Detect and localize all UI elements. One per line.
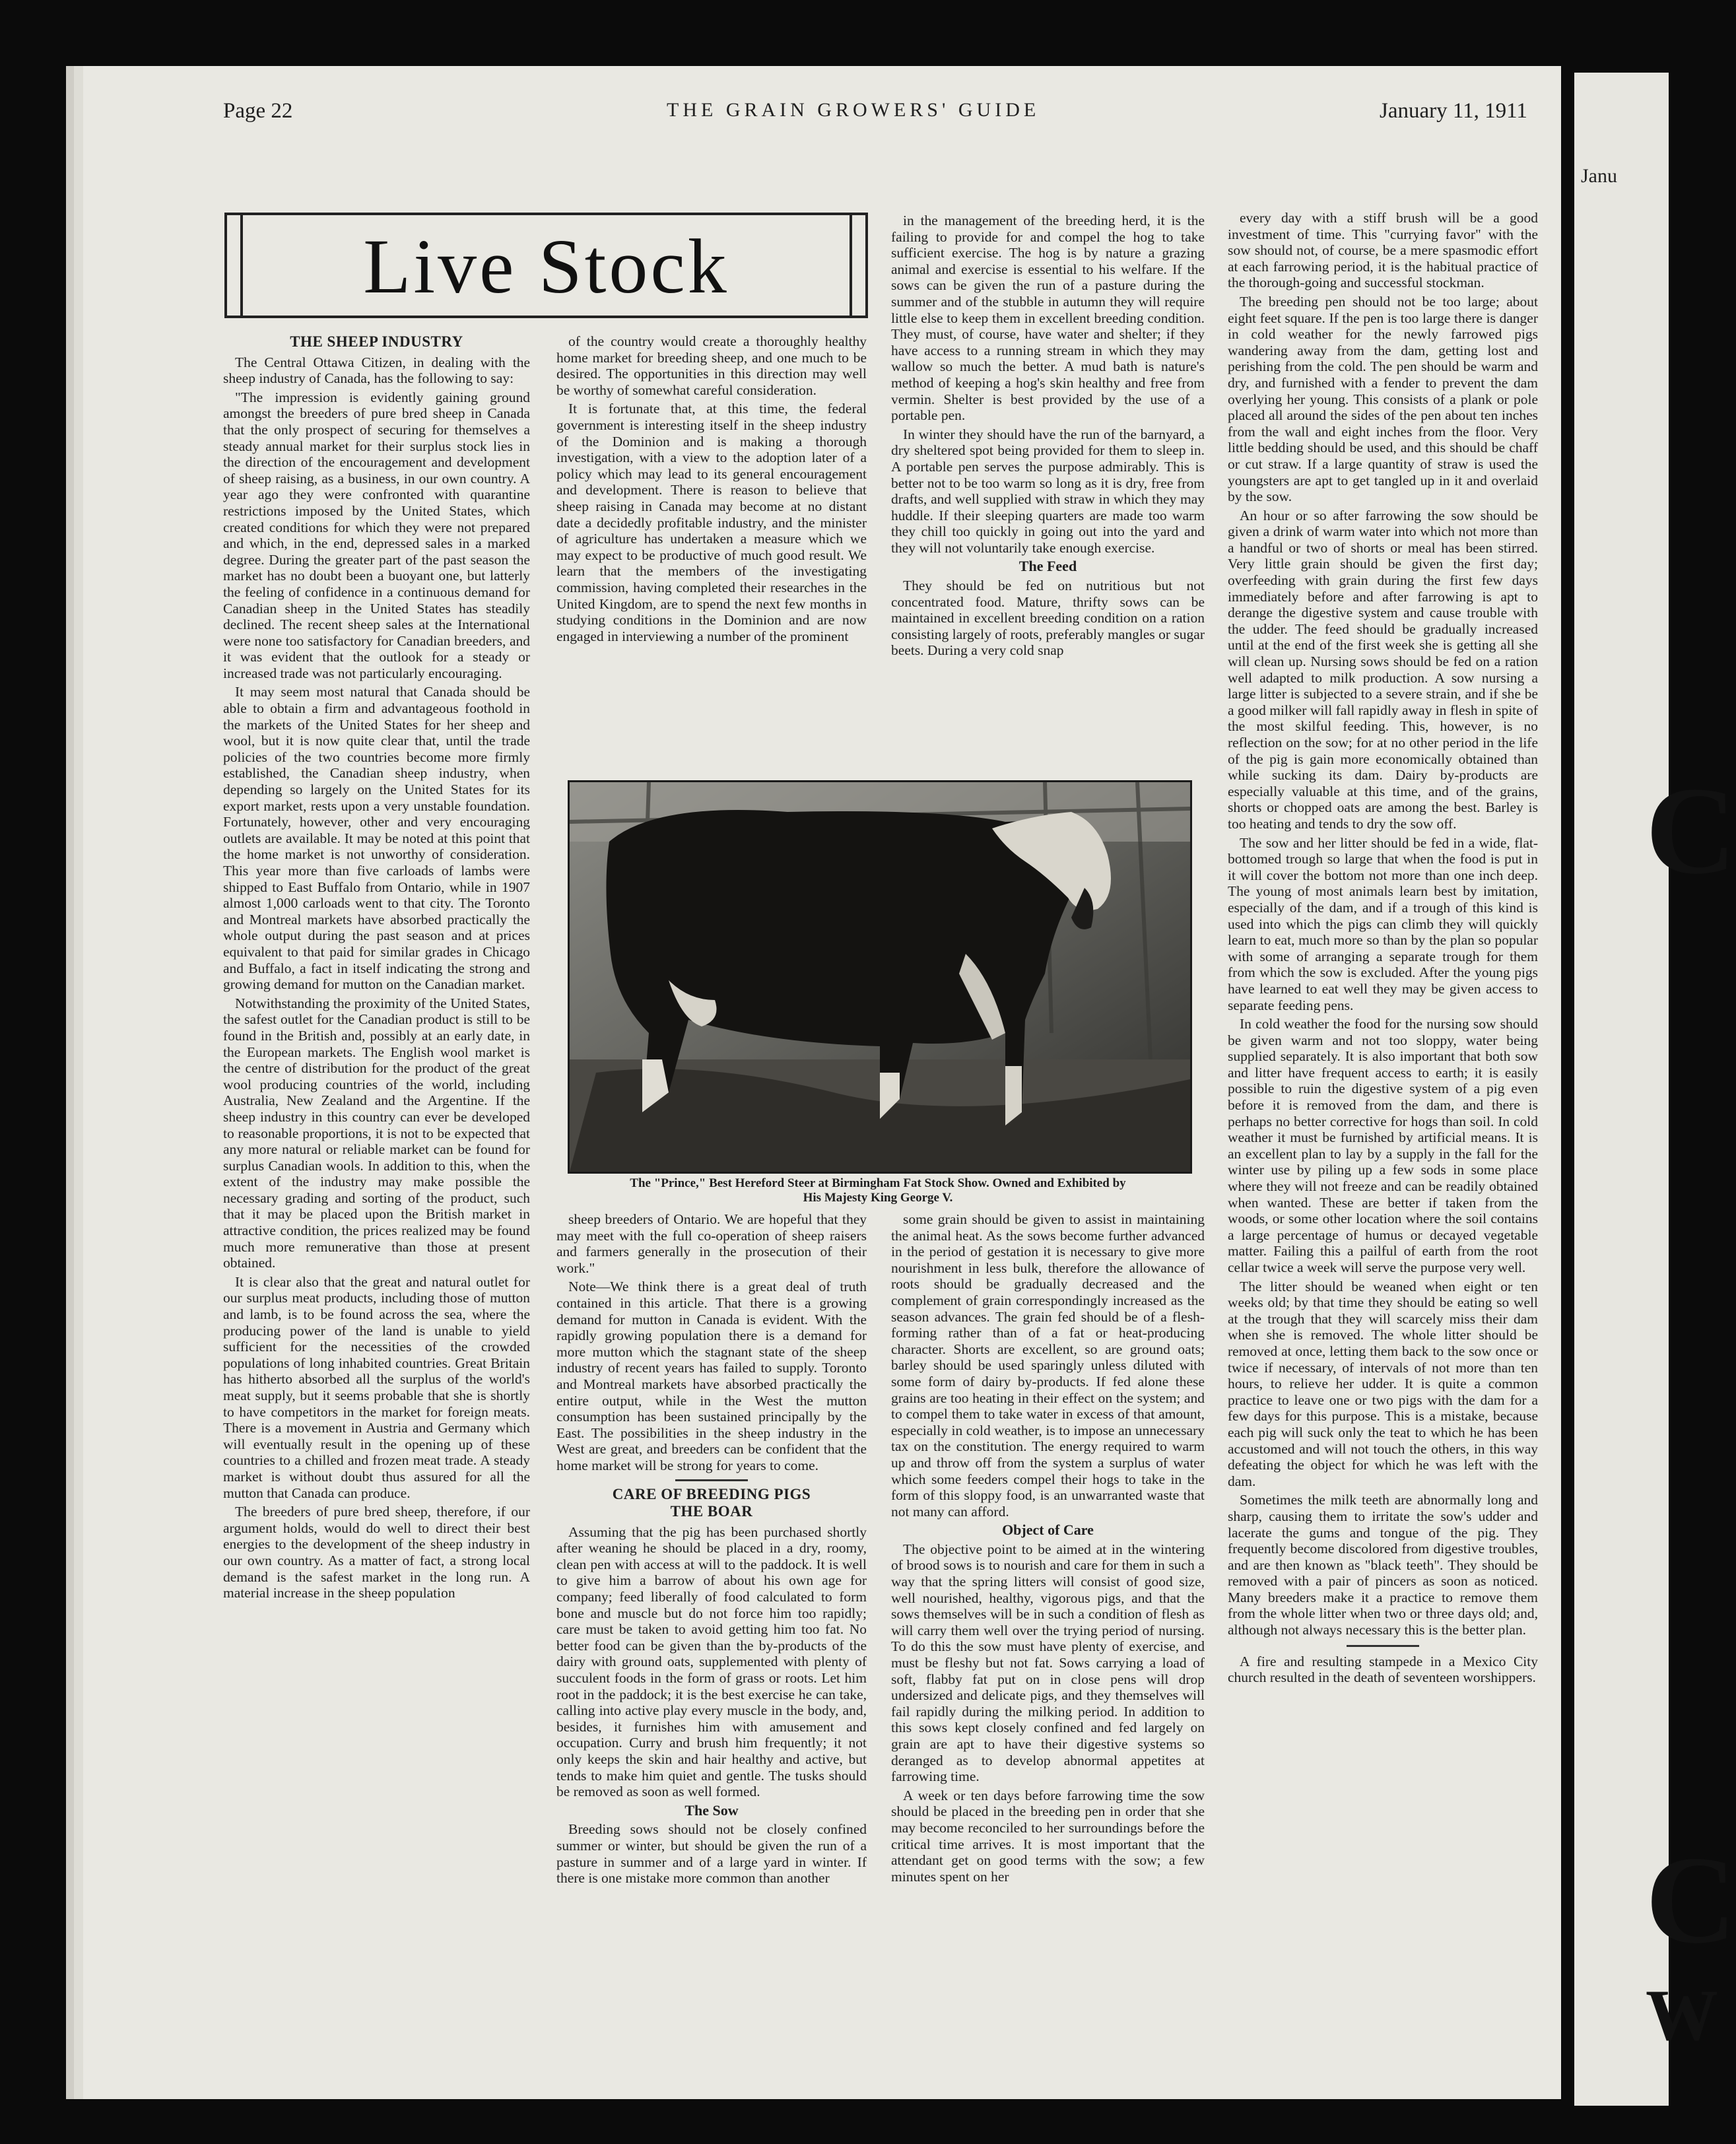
paragraph: It is clear also that the great and natural outlet for our surplus meat products, including those of mutton and lamb, is to be found across the sea, where the producing power of the land is unable to yield sufficient for the necessities of the crowded populations of long inhabited countries. Great Britain has hitherto absorbed all the surplus of the world's meat supply, but it seems probable that she is shortly to have competitors in the market for foreign meats. There is a movement in Austria and Germany which will eventually result in the opening up of these countries to a chilled and frozen meat trade. A steady market is without doubt thus assured for all the mutton that Canada can produce.	[223, 1273, 530, 1501]
adjacent-page-letter: C	[1646, 1831, 1736, 1970]
paragraph: Note—We think there is a great deal of truth contained in this article. That there is a growing demand for mutton in Canada is evident. With the rapidly growing population there is a demand for more mutton which the stagnant state of the sheep industry of recent years has failed to supply. Toronto and Montreal markets have absorbed practically the entire output, while in the West the mutton consumption has been sustained principally by the East. The possibilities in the sheep industry in the West are great, and breeders can be confident that the home market will be strong for years to come.	[556, 1279, 867, 1473]
adjacent-page-letter: C	[1646, 762, 1736, 900]
paragraph: It is fortunate that, at this time, the federal government is interesting itself in the sheep industry of the Dominion and is making a thorough investigation, with a view to the adoption later of a policy which may lead to its general encouragement and development. There is reason to believe that sheep raising in Canada may become at no distant date a decidedly profitable industry, and the minister of agriculture has undertaken a measure which we may expect to be productive of much good result. We learn that the members of the investigating commission, having completed their researches in the United Kingdom, are to spend the next few months in studying conditions in the Dominion and are now engaged in interviewing a number of the prominent	[556, 401, 867, 644]
divider	[1347, 1645, 1419, 1647]
steer-photograph	[568, 780, 1192, 1174]
caption-line: The "Prince," Best Hereford Steer at Birmingham Fat Stock Show. Owned and Exhibited by	[630, 1176, 1126, 1190]
article-heading: CARE OF BREEDING PIGS	[612, 1485, 811, 1502]
article-heading: THE SHEEP INDUSTRY	[290, 333, 463, 350]
paragraph: The litter should be weaned when eight or ten weeks old; by that time they should be eating so well at the trough that they will scarcely miss their dam when she is removed. The whole litter should be removed at once, letting them back to the sow once or twice if necessary, of intervals of not more than ten hours, to relieve her udder. It is quite a common practice to leave one or two pigs with the dam for a few days for this purpose. This is a mistake, because each pig will suck only the teat to which he has been accustomed and will not touch the others, in this way defeating the object for which he was left with the dam.	[1228, 1278, 1538, 1489]
adjacent-page-edge	[1574, 73, 1736, 2106]
paragraph: A week or ten days before farrowing time the sow should be placed in the breeding pen in order that she may become reconciled to her surroundings before the critical time arrives. It is most important that the attendant get on good terms with the sow; a few minutes spent on her	[891, 1787, 1205, 1885]
paragraph: In winter they should have the run of the barnyard, a dry sheltered spot being provided for them to sleep in. A portable pen serves the purpose admirably. This is better not to be too warm so long as it is dry, free from drafts, and well supplied with straw in which they may huddle. If their sleeping quarters are made too warm they chill too quickly in going out into the yard and they will not voluntarily take enough exercise.	[891, 426, 1205, 556]
news-item: A fire and resulting stampede in a Mexico City church resulted in the death of seventeen worshippers.	[1228, 1653, 1538, 1686]
divider	[675, 1479, 748, 1481]
issue-date: January 11, 1911	[1380, 99, 1527, 123]
paragraph: They should be fed on nutritious but not concentrated food. Mature, thrifty sows can be maintained in excellent breeding condition on a ration consisting largely of roots, preferably mangles or sugar beets. During a very cold snap	[891, 578, 1205, 659]
subheading: The Sow	[684, 1801, 739, 1819]
paragraph: Breeding sows should not be closely confined summer or winter, but should be given the run of a pasture in summer and of a large yard in winter. If there is one mistake more common than another	[556, 1821, 867, 1887]
paragraph: "The impression is evidently gaining ground amongst the breeders of pure bred sheep in Canada that the only prospect of securing for themselves a steady annual market for their surplus stock lies in the direction of the encouragement and development of sheep raising, as a business, in our own country. A year ago they were confronted with quarantine restrictions imposed by the United States, which created conditions for which they were not prepared and which, in the end, depressed sales in a marked degree. During the greater part of the past season the market has no doubt been a buoyant one, but latterly the feeling of confidence in a continuous demand for Canadian sheep in the United States has steadily declined. The recent sheep sales at the International were none too satisfactory for Canadian breeders, and it was evident that the outlook for a steady or increased trade was not particularly encouraging.	[223, 389, 530, 681]
subheading: Object of Care	[1002, 1522, 1094, 1539]
column-2-top	[556, 333, 867, 762]
page-number: Page 22	[223, 99, 293, 123]
adjacent-page-header: Janu	[1581, 165, 1617, 187]
column-3-top	[891, 213, 1205, 764]
column-4	[1228, 210, 1538, 2038]
subheading: The Feed	[1018, 558, 1077, 575]
paragraph: some grain should be given to assist in maintaining the animal heat. As the sows become further advanced in the period of gestation it is necessary to give more nourishment in less bulk, therefore the allowance of roots should be gradually decreased and the complement of grain correspondingly increased as the season advances. The grain fed should be of a flesh-forming rather than of a fat or heat-producing character. Shorts are excellent, so are ground oats; barley should be used sparingly unless diluted with some form of dairy by-products. If fed alone these grains are too heating in their effect on the system; and to compel them to take water in excess of that amount, especially in cold weather, is to impose an unnecessary tax on the constitution. The energy required to warm up and throw off from the system a surplus of water which some feeders compel their hogs to take in the form of this sloppy food, is an unwarranted waste that not many can afford.	[891, 1211, 1205, 1520]
steer-image	[570, 782, 1190, 1172]
paragraph: Assuming that the pig has been purchased shortly after weaning he should be placed in a dry, roomy, clean pen with access at will to the paddock. It is well to give him a barrow of about his own age for company; feed liberally of food calculated to form bone and muscle but do not force him too rapidly; care must be taken to avoid getting him too fat. No better food can be given than the by-products of the dairy with ground oats, supplemented with plenty of succulent foods in the form of grass or roots. Let him root in the paddock; it is the best exercise he can take, calling into active play every muscle in the body, and, besides, it furnishes him with amusement and occupation. Curry and brush him frequently; it not only keeps the skin and hair healthy and active, but tends to make him quiet and gentle. The tusks should be removed as soon as well formed.	[556, 1524, 867, 1800]
paragraph: sheep breeders of Ontario. We are hopeful that they may meet with the full co-operation of sheep raisers and farmers generally in the prosecution of their work."	[556, 1211, 867, 1276]
paragraph: every day with a stiff brush will be a good investment of time. This "currying favor" with the sow should not, of course, be a mere spasmodic effort at each farrowing period, it is the habitual practice of the thorough-going and successful stockman.	[1228, 210, 1538, 291]
paragraph: It may seem most natural that Canada should be able to obtain a firm and advantageous foothold in the markets of the United States for her sheep and wool, but it is now quite clear that, until the trade policies of the two countries become more firmly established, the Canadian sheep industry, when depending so largely on the United States for its export market, rests upon a very unstable foundation. Fortunately, however, other and very encouraging outlets are available. It may be noted at this point that the home market is not unworthy of consideration. This year more than five carloads of lambs were shipped to East Buffalo from Ontario, while in 1907 almost 1,000 carloads went to that city. The Toronto and Montreal markets have absorbed practically the whole output during the past season and at prices equivalent to that paid for similar grades in Chicago and Buffalo, a fact in itself indicating the strong and growing demand for mutton on the Canadian market.	[223, 684, 530, 993]
paragraph: The Central Ottawa Citizen, in dealing with the sheep industry of Canada, has the following to say:	[223, 354, 530, 387]
publication-title: THE GRAIN GROWERS' GUIDE	[667, 99, 1040, 121]
section-title: Live Stock	[363, 223, 729, 310]
article-subheading: THE BOAR	[670, 1503, 753, 1520]
column-2-bottom	[556, 1211, 867, 2043]
paragraph: Notwithstanding the proximity of the United States, the safest outlet for the Canadian product is still to be found in the British and, possibly at an early date, in the European markets. The English wool market is the centre of distribution for the product of the great wool producing countries of the world, including Australia, New Zealand and the Argentine. If the sheep industry in this country can ever be developed to reasonable proportions, it is not to be expected that any more natural or reliable market can be found for surplus Canadian wools. In addition to this, when the extent of the industry may make possible the necessary grading and sorting of the product, such that it may be placed upon the British market in attractive condition, the prices realized may be found much more remunerative than those at present obtained.	[223, 995, 530, 1271]
paragraph: Sometimes the milk teeth are abnormally long and sharp, causing them to irritate the sow's udder and lacerate the gums and tongue of the pig. They frequently become discolored from digestive troubles, and are then known as "black teeth". They should be removed with a pair of pincers as soon as noticed. Many breeders make it a practice to remove them from the whole litter when two or three days old; and, although not always necessary this is the better plan.	[1228, 1492, 1538, 1638]
column-3-bottom	[891, 1211, 1205, 2043]
section-banner	[224, 213, 868, 318]
paragraph: The objective point to be aimed at in the wintering of brood sows is to nourish and care for them in such a way that the spring litters will consist of good size, well nourished, healthy, vigorous pigs, and that the sows themselves will be in such a condition of flesh as will carry them well over the trying period of nursing. To do this the sow must have plenty of exercise, and must be fleshy but not fat. Sows carrying a load of soft, flabby fat put on in close pens will drop undersized and delicate pigs, and they themselves will fail rapidly during the milking period. In addition to this sows kept closely confined and fed largely on grain are apt to have their digestive systems so deranged as to develop abnormal appetites at farrowing time.	[891, 1541, 1205, 1785]
paragraph: in the management of the breeding herd, it is the failing to provide for and compel the hog to take sufficient exercise. The hog is by nature a grazing animal and exercise is essential to his welfare. If the sows can be given the run of a pasture during the summer and of the stubble in autumn they will require little else to keep them in excellent breeding condition. They must, of course, have water and shelter; if they have access to a running stream in which they may wallow so much the better. A mud bath is nature's method of keeping a hog's skin healthy and free from vermin. Shelter is best provided by the use of a portable pen.	[891, 213, 1205, 424]
photo-caption	[561, 1176, 1195, 1205]
column-1	[223, 330, 530, 2040]
paragraph: The breeding pen should not be too large; about eight feet square. If the pen is too large there is danger in cold weather for the newly farrowed pigs wandering away from the dam, getting lost and perishing from the cold. The pen should be warm and dry, and furnished with a fender to prevent the dam overlying her young. This consists of a plank or pole placed all around the sides of the pen about ten inches from the wall and eight inches from the floor. Very little bedding should be used, and this should be chaff or cut straw. If a large quantity of straw is used the youngsters are apt to get tangled up in it and overlaid by the sow.	[1228, 293, 1538, 505]
paragraph: The sow and her litter should be fed in a wide, flat-bottomed trough so large that when the food is put in it will cover the bottom not more than one inch deep. The young of most animals learn best by imitation, especially of the dam, and if a trough of this kind is used into which the pigs can climb they will quickly learn to eat, much more so than by the plan so popular with some of arranging a separate trough for them from which the sow is excluded. After the young pigs have learned to eat well they may be given access to separate feeding pens.	[1228, 834, 1538, 1013]
paragraph: The breeders of pure bred sheep, therefore, if our argument holds, would do well to direct their best energies to the development of the sheep industry in our own country. As a matter of fact, a strong local demand is the safest market in the long run. A material increase in the sheep population	[223, 1504, 530, 1601]
adjacent-page-letter: W	[1646, 1975, 1718, 2056]
paragraph: of the country would create a thoroughly healthy home market for breeding sheep, and one much to be desired. The opportunities in this direction may well be worthy of somewhat careful consideration.	[556, 333, 867, 398]
paragraph: An hour or so after farrowing the sow should be given a drink of warm water into which not more than a handful or two of shorts or meal has been stirred. Very little grain should be given the first day; overfeeding with grain during the first few days immediately before and after farrowing is apt to derange the digestive system and cause trouble with the udder. The feed should be gradually increased until at the end of the first week she is getting all she will clean up. Nursing sows should be fed on a ration well adapted to milk production. A sow nursing a large litter is subjected to a severe strain, and if she be a good milker will fall rapidly away in flesh in spite of the most skilful feeding. This, however, is no reflection on the sow; for at no other period in the life of the pig is gain more economically obtained than while sucking its dam. Dairy by-products are especially valuable at this time, and of the grains, shorts or chopped oats are among the best. Barley is too heating and tends to dry the sow off.	[1228, 507, 1538, 832]
caption-line: His Majesty King George V.	[803, 1191, 953, 1205]
paragraph: In cold weather the food for the nursing sow should be given warm and not too sloppy, water being supplied separately. It is also important that both sow and litter have frequent access to earth; it is easily possible to ruin the digestive system of a pig even before it is removed from the dam, and there is perhaps no better corrective for hogs than soil. In cold weather it must be furnished by artificial means. It is an excellent plan to lay by a supply in the fall for the winter use by piling up a few sods in some place where they will not freeze and can be readily obtained when wanted. These are better if taken from the woods, or some other location where the soil contains a large percentage of humus or decayed vegetable matter. Failing this a pailful of earth from the root cellar twice a week will serve the purpose very well.	[1228, 1016, 1538, 1275]
